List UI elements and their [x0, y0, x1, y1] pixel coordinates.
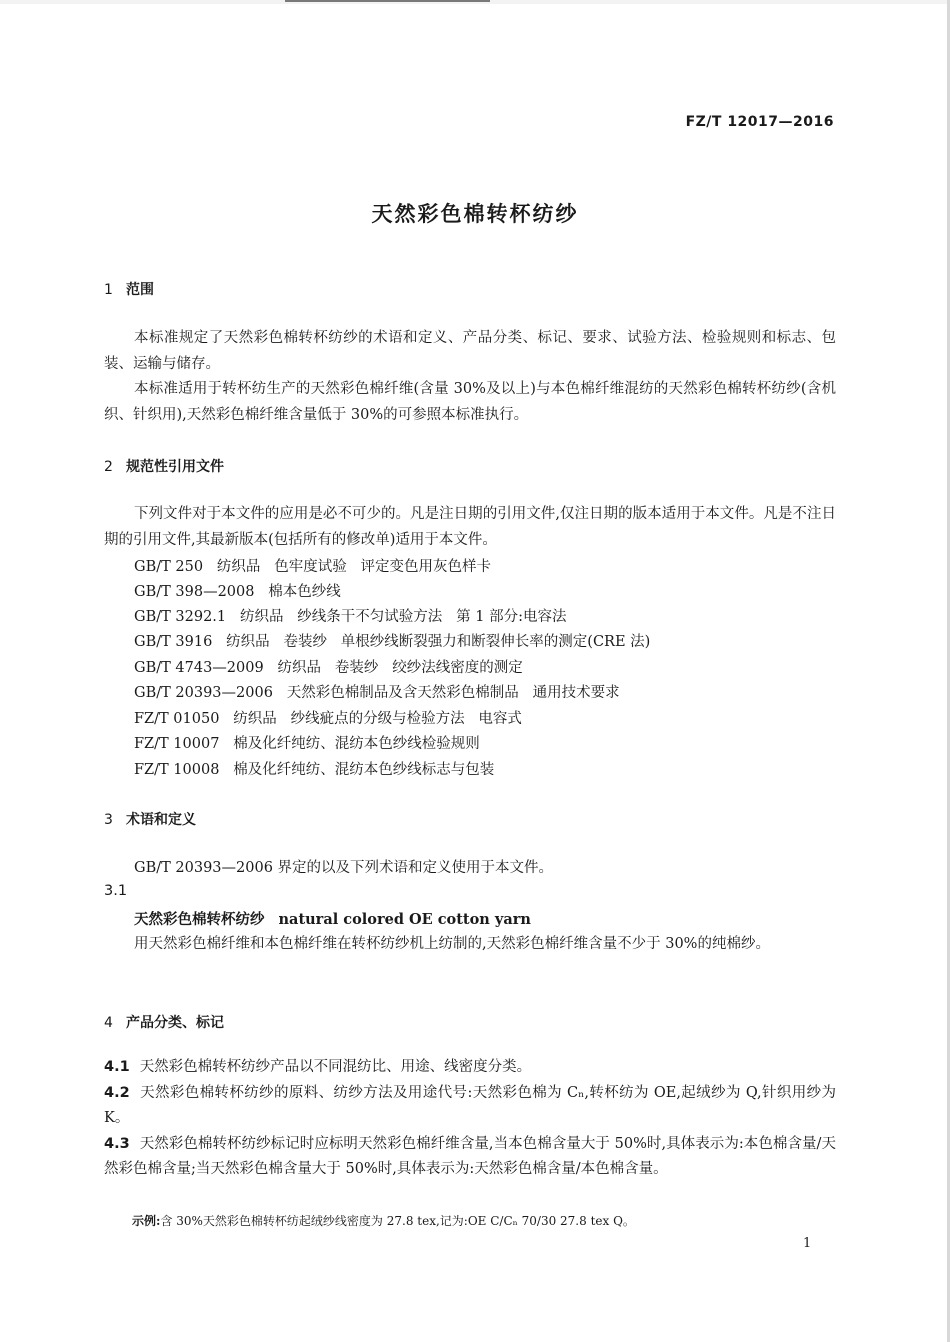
section-heading-terms [104, 809, 196, 829]
clause-text: 天然彩色棉转杯纺纱的原料、纺纱方法及用途代号:天然彩色棉为 Cₙ,转杯纺为 OE,起绒纱为 Q,针织用纱为 K。 [104, 1085, 836, 1126]
clause-text: 天然彩色棉转杯纺纱标记时应标明天然彩色棉纤维含量,当本色棉含量大于 50%时,具体表示为:本色棉含量/天然彩色棉含量;当天然彩色棉含量大于 50%时,具体表示为:天然彩色棉含量/本色棉含量。 [104, 1136, 836, 1177]
reference-item: FZ/T 10008 棉及化纤纯纺、混纺本色纱线标志与包装 [134, 762, 495, 778]
section-title: 产品分类、标记 [126, 1015, 224, 1031]
references-intro: 下列文件对于本文件的应用是必不可少的。凡是注日期的引用文件,仅注日期的版本适用于本文件。凡是不注日期的引用文件,其最新版本(包括所有的修改单)适用于本文件。 [104, 506, 836, 548]
section-number: 4 [104, 1015, 113, 1031]
clause-4-2 [104, 1081, 836, 1131]
reference-item: GB/T 398—2008 棉本色纱线 [134, 584, 341, 600]
term-chinese: 天然彩色棉转杯纺纱 [134, 911, 265, 928]
section-number: 1 [104, 282, 113, 298]
example-label: 示例: [132, 1214, 161, 1228]
section-heading-scope [104, 279, 154, 299]
page-number: 1 [803, 1236, 812, 1251]
reference-item: FZ/T 01050 纺织品 纱线疵点的分级与检验方法 电容式 [134, 711, 522, 727]
clause-4-3 [104, 1132, 836, 1182]
reference-item: GB/T 3292.1 纺织品 纱线条干不匀试验方法 第 1 部分:电容法 [134, 609, 567, 625]
section-number: 2 [104, 459, 113, 475]
example-text: 含 30%天然彩色棉转杯纺起绒纱线密度为 27.8 tex,记为:OE C/Cₙ 70/30 27.8 tex Q。 [160, 1214, 635, 1228]
section-number: 3 [104, 812, 113, 828]
term-definition: 用天然彩色棉纤维和本色棉纤维在转杯纺纱机上纺制的,天然彩色棉纤维含量不少于 30%的纯棉纱。 [134, 936, 770, 952]
terms-intro: GB/T 20393—2006 界定的以及下列术语和定义使用于本文件。 [134, 860, 554, 876]
section-heading-references [104, 456, 224, 476]
scan-binding-mark [285, 0, 490, 2]
reference-item: GB/T 250 纺织品 色牢度试验 评定变色用灰色样卡 [134, 559, 492, 575]
section-title: 规范性引用文件 [126, 459, 224, 475]
reference-item: FZ/T 10007 棉及化纤纯纺、混纺本色纱线检验规则 [134, 736, 480, 752]
subclause-number: 3.1 [104, 883, 128, 899]
clause-text: 天然彩色棉转杯纺纱产品以不同混纺比、用途、线密度分类。 [139, 1059, 532, 1075]
scope-paragraph-1: 本标准规定了天然彩色棉转杯纺纱的术语和定义、产品分类、标记、要求、试验方法、检验规则和标志、包装、运输与储存。 [104, 330, 836, 372]
term-entry [134, 908, 531, 929]
clause-number: 4.3 [104, 1136, 130, 1152]
section-heading-classification [104, 1012, 224, 1032]
clause-4-1 [104, 1055, 836, 1080]
term-english: natural colored OE cotton yarn [278, 911, 531, 928]
reference-item: GB/T 3916 纺织品 卷装纱 单根纱线断裂强力和断裂伸长率的测定(CRE 法) [134, 634, 651, 650]
reference-item: GB/T 20393—2006 天然彩色棉制品及含天然彩色棉制品 通用技术要求 [134, 685, 620, 701]
section-title: 范围 [126, 282, 154, 298]
clause-number: 4.2 [104, 1085, 130, 1101]
clause-number: 4.1 [104, 1059, 130, 1075]
scope-paragraph-2: 本标准适用于转杯纺生产的天然彩色棉纤维(含量 30%及以上)与本色棉纤维混纺的天然彩色棉转杯纺纱(含机织、针织用),天然彩色棉纤维含量低于 30%的可参照本标准执行。 [104, 381, 836, 423]
document-code: FZ/T 12017—2016 [685, 114, 834, 130]
page-title: 天然彩色棉转杯纺纱 [371, 202, 579, 226]
reference-item: GB/T 4743—2009 纺织品 卷装纱 绞纱法线密度的测定 [134, 660, 523, 676]
section-title: 术语和定义 [126, 812, 196, 828]
example-note [132, 1212, 635, 1229]
